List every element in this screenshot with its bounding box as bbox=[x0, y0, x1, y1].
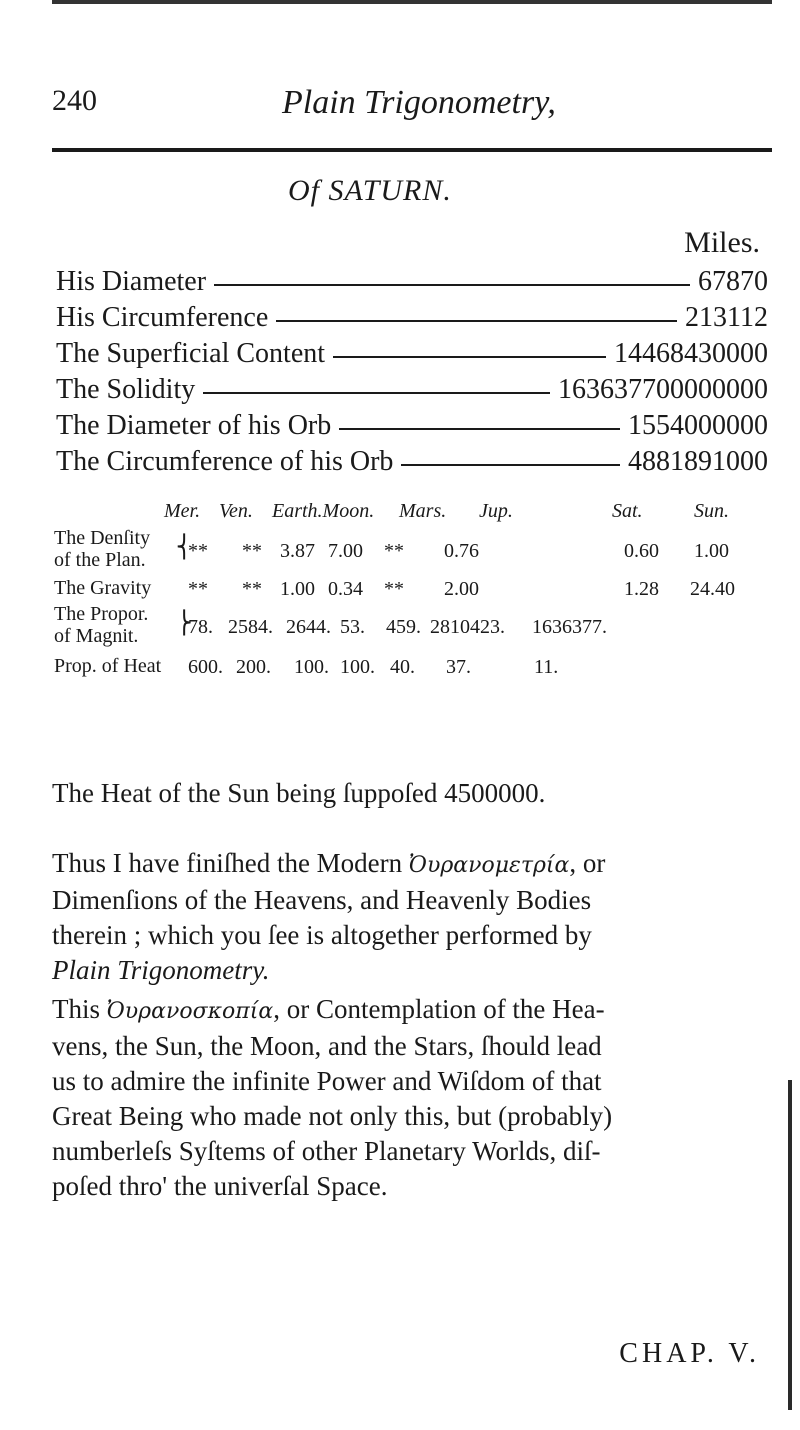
table-cell: 0.34 bbox=[328, 578, 363, 600]
dimension-value: 14468430000 bbox=[606, 338, 768, 370]
table-cell: 11. bbox=[534, 656, 559, 678]
table-cell: 600. bbox=[188, 656, 223, 678]
table-cell: ** bbox=[188, 540, 208, 562]
header-rule bbox=[52, 148, 772, 152]
dimension-label: The Circumference of his Orb bbox=[56, 446, 401, 478]
table-cell: ** bbox=[242, 578, 262, 600]
table-cell: 1.00 bbox=[280, 578, 315, 600]
planet-table bbox=[54, 500, 774, 720]
table-cell: ** bbox=[384, 540, 404, 562]
dimension-label: His Diameter bbox=[56, 266, 214, 298]
brace: ⎬ bbox=[176, 610, 193, 635]
text-line: vens, the Sun, the Moon, and the Stars, ſhould lead bbox=[52, 1031, 602, 1061]
text-line: numberleſs Syſtems of other Planetary Worlds, diſ- bbox=[52, 1136, 601, 1166]
table-cell: 1.28 bbox=[624, 578, 659, 600]
dimension-row bbox=[56, 266, 768, 304]
dimension-row bbox=[56, 302, 768, 340]
dimension-label: His Circumference bbox=[56, 302, 276, 334]
page-edge-shadow bbox=[788, 1080, 792, 1410]
text-line: therein ; which you ſee is altogether performed by bbox=[52, 920, 592, 950]
section-title: Of SATURN. bbox=[288, 174, 452, 207]
dimension-value: 1554000000 bbox=[620, 410, 768, 442]
column-header: Sat. bbox=[612, 500, 643, 522]
dimension-row bbox=[56, 374, 768, 412]
row-label: The Propor. bbox=[54, 603, 149, 625]
dimension-value: 67870 bbox=[690, 266, 768, 298]
table-cell: 1636377. bbox=[532, 616, 607, 638]
dimension-row bbox=[56, 410, 768, 448]
table-cell: 100. bbox=[340, 656, 375, 678]
row-label: Prop. of Heat bbox=[54, 655, 162, 677]
dimension-label: The Diameter of his Orb bbox=[56, 410, 339, 442]
greek-word: Ὀυρανοσκοπία bbox=[106, 999, 274, 1024]
table-cell: 40. bbox=[390, 656, 415, 678]
row-label: of Magnit. bbox=[54, 625, 139, 647]
text-line: Thus I have finiſhed the Modern Ὀυρανομετρία, or bbox=[52, 848, 606, 878]
dimension-value: 4881891000 bbox=[620, 446, 768, 478]
brace: ⎨ bbox=[176, 534, 193, 559]
greek-word: Ὀυρανομετρία bbox=[408, 853, 570, 878]
table-cell: 0.60 bbox=[624, 540, 659, 562]
table-cell: 2.00 bbox=[444, 578, 479, 600]
table-cell: 2644. bbox=[286, 616, 331, 638]
text-line: This Ὀυρανοσκοπία, or Contemplation of the Hea- bbox=[52, 994, 605, 1024]
dimension-row bbox=[56, 338, 768, 376]
table-cell: 53. bbox=[340, 616, 365, 638]
column-header: Jup. bbox=[479, 500, 513, 522]
dimension-label: The Solidity bbox=[56, 374, 203, 406]
heat-note: The Heat of the Sun being ſuppoſed 4500000. bbox=[52, 778, 546, 808]
top-edge-rule bbox=[52, 0, 772, 4]
table-cell: 0.76 bbox=[444, 540, 479, 562]
table-cell: 2584. bbox=[228, 616, 273, 638]
dimension-value: 213112 bbox=[677, 302, 768, 334]
table-cell: 7.00 bbox=[328, 540, 363, 562]
row-label: The Denſity bbox=[54, 527, 151, 549]
dimension-label: The Superficial Content bbox=[56, 338, 333, 370]
column-header: Ven. bbox=[219, 500, 253, 522]
paragraph-contemplation bbox=[52, 992, 772, 1204]
table-cell: 459. bbox=[386, 616, 421, 638]
table-cell: ** bbox=[188, 578, 208, 600]
column-header: Mars. bbox=[399, 500, 447, 522]
paragraph-conclusion bbox=[52, 846, 772, 988]
dimension-row bbox=[56, 446, 768, 484]
text-line: us to admire the infinite Power and Wiſdom of that bbox=[52, 1066, 602, 1096]
table-cell: 1.00 bbox=[694, 540, 729, 562]
column-header: Sun. bbox=[694, 500, 729, 522]
text-line bbox=[52, 953, 772, 988]
text-line: poſed thro' the univerſal Space. bbox=[52, 1171, 388, 1201]
table-cell: 2810423. bbox=[430, 616, 505, 638]
table-cell: 3.87 bbox=[280, 540, 315, 562]
text-line: Dimenſions of the Heavens, and Heavenly Bodies bbox=[52, 885, 592, 915]
page-header bbox=[52, 84, 772, 134]
table-cell: 200. bbox=[236, 656, 271, 678]
catchword: CHAP. V. bbox=[619, 1338, 760, 1369]
column-header: Mer. bbox=[164, 500, 201, 522]
running-title: Plain Trigonometry, bbox=[282, 84, 556, 121]
table-cell: 24.40 bbox=[690, 578, 735, 600]
table-cell: ** bbox=[242, 540, 262, 562]
row-label: of the Plan. bbox=[54, 549, 146, 571]
dimension-value: 163637700000000 bbox=[550, 374, 768, 406]
row-label: The Gravity bbox=[54, 577, 152, 599]
column-header: Earth.Moon. bbox=[272, 500, 375, 522]
table-cell: 78. bbox=[188, 616, 213, 638]
unit-label: Miles. bbox=[684, 226, 760, 259]
table-cell: ** bbox=[384, 578, 404, 600]
text-line: Great Being who made not only this, but (probably) bbox=[52, 1101, 613, 1131]
italic-phrase: Plain Trigonometry. bbox=[52, 955, 270, 985]
table-cell: 100. bbox=[294, 656, 329, 678]
page-number: 240 bbox=[52, 84, 97, 117]
table-cell: 37. bbox=[446, 656, 471, 678]
